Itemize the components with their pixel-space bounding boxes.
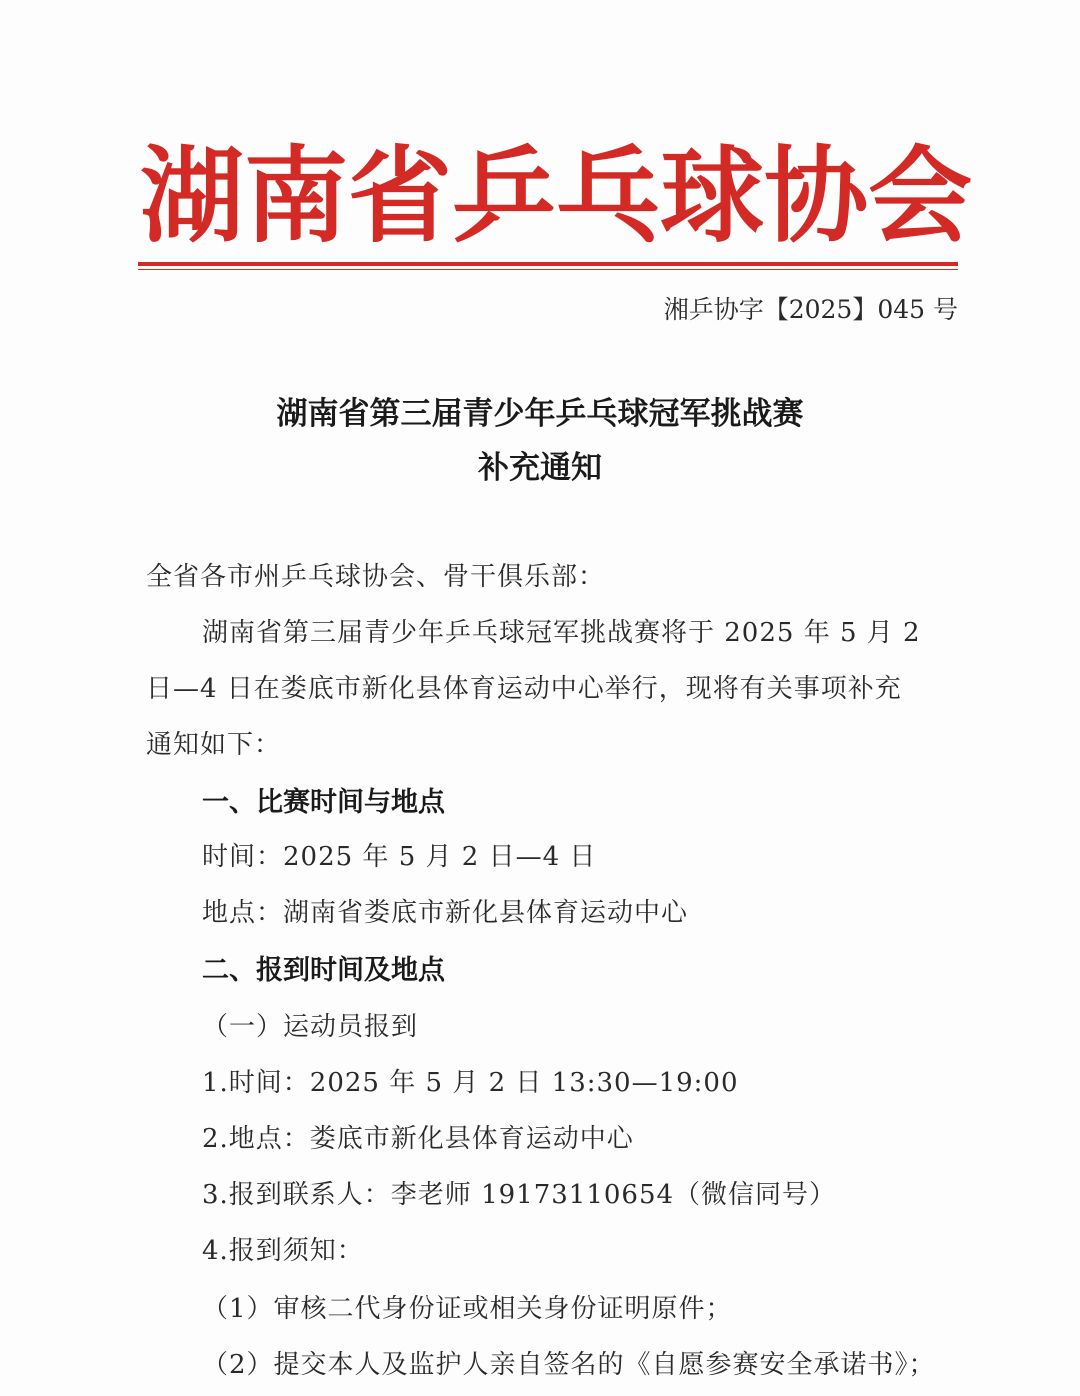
letterhead-red-rule-thin [138,269,958,270]
registration-notes-heading: 4.报到须知： [202,1236,364,1266]
section-heading-1: 一、比赛时间与地点 [202,787,445,818]
registration-note: （1）审核二代身份证或相关身份证明原件； [202,1294,733,1324]
subsection-heading: （一）运动员报到 [202,1012,419,1042]
registration-time: 1.时间：2025 年 5 月 2 日 13:30—19:00 [202,1068,739,1098]
notice-subtitle: 补充通知 [478,450,602,486]
registration-place: 2.地点：娄底市新化县体育运动中心 [202,1124,634,1154]
intro-paragraph-line: 日—4 日在娄底市新化县体育运动中心举行，现将有关事项补充 [146,674,902,704]
section-heading-2: 二、报到时间及地点 [202,955,445,986]
notice-title: 湖南省第三届青少年乒乓球冠军挑战赛 [276,396,804,432]
document-number: 湘乒协字【2025】045 号 [663,295,958,324]
intro-paragraph-line: 通知如下： [146,730,282,760]
org-name-char: 乒 [452,134,557,257]
org-name-char: 湖 [140,134,245,257]
org-name-char: 球 [660,134,765,257]
org-name-char: 南 [244,134,349,257]
intro-paragraph-line: 湖南省第三届青少年乒乓球冠军挑战赛将于 2025 年 5 月 2 [202,618,921,648]
letterhead-red-rule [138,262,958,266]
registration-contact: 3.报到联系人：李老师 19173110654（微信同号） [202,1180,837,1210]
org-name-char: 乓 [556,134,661,257]
salutation: 全省各市州乒乓球协会、骨干俱乐部： [146,562,606,592]
letterhead-org-name [140,122,973,257]
org-name-char: 省 [348,134,453,257]
org-name-char: 会 [868,134,973,257]
registration-note: （2）提交本人及监护人亲自签名的《自愿参赛安全承诺书》； [202,1350,936,1380]
event-place: 地点：湖南省娄底市新化县体育运动中心 [202,898,689,928]
event-time: 时间：2025 年 5 月 2 日—4 日 [202,842,597,872]
org-name-char: 协 [764,134,869,257]
